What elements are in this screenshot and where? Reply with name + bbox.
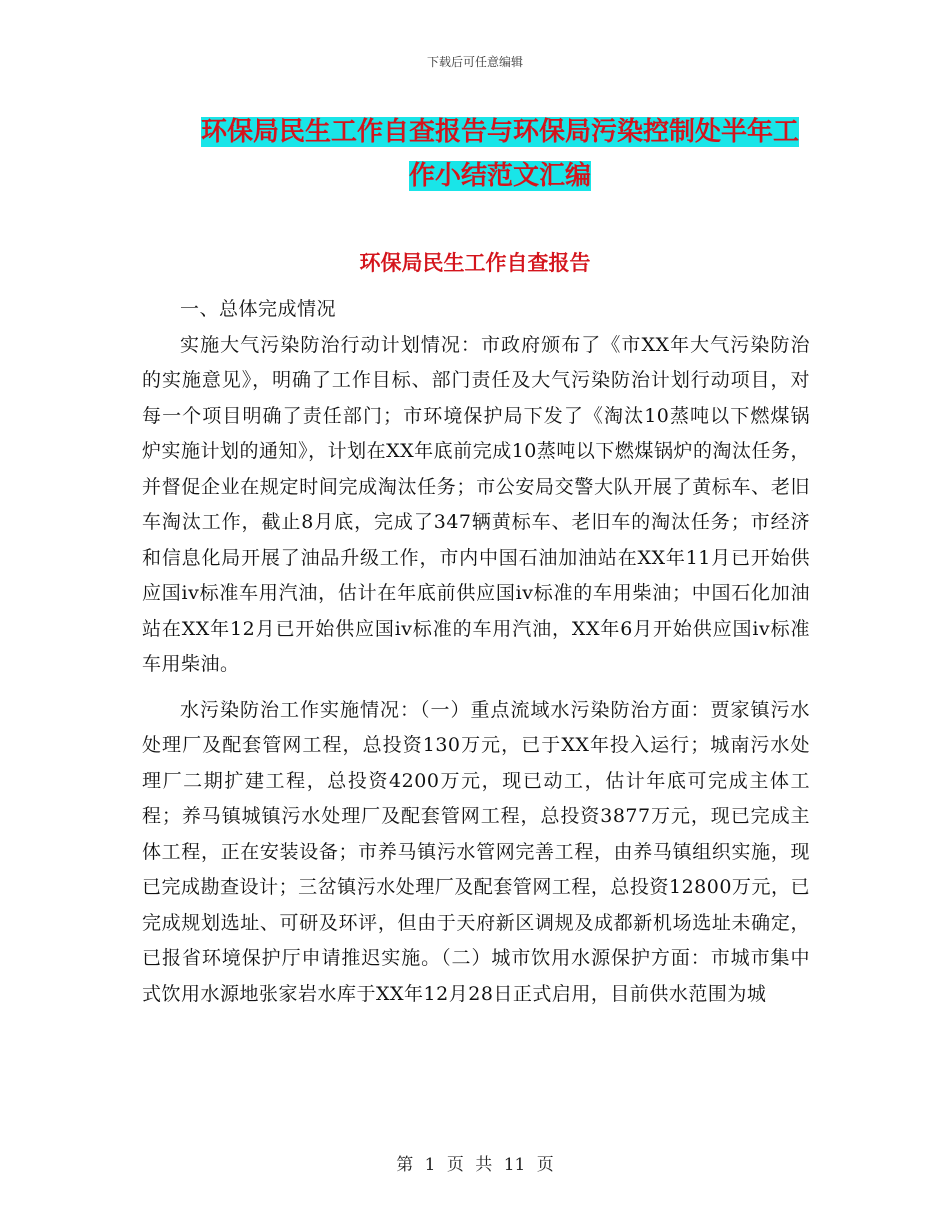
document-title [190,110,810,198]
body-paragraph-air-pollution: 实施大气污染防治行动计划情况：市政府颁布了《市XX年大气污染防治的实施意见》，明确了工作目标、部门责任及大气污染防治计划行动项目，对每一个项目明确了责任部门；市环境保护局下发了《淘汰10蒸吨以下燃煤锅炉实施计划的通知》，计划在XX年底前完成10蒸吨以下燃煤锅炉的淘汰任务，并督促企业在规定时间完成淘汰任务；市公安局交警大队开展了黄标车、老旧车淘汰工作，截止8月底，完成了347辆黄标车、老旧车的淘汰任务；市经济和信息化局开展了油品升级工作，市内中国石油加油站在XX年11月已开始供应国iv标准车用汽油，估计在年底前供应国iv标准的车用柴油；中国石化加油站在XX年12月已开始供应国iv标准的车用汽油，XX年6月开始供应国iv标准车用柴油。 [142,333,810,675]
document-body [142,292,810,1012]
section-heading: 环保局民生工作自查报告 [359,250,591,275]
page-footer-number: 第 1 页 共 11 页 [396,1155,554,1175]
page-header-note: 下载后可任意编辑 [426,55,523,69]
body-paragraph-heading: 一、总体完成情况 [180,298,337,320]
body-paragraph-water-pollution: 水污染防治工作实施情况：（一）重点流域水污染防治方面：贾家镇污水处理厂及配套管网工程，总投资130万元，已于XX年投入运行；城南污水处理厂二期扩建工程，总投资4200万元，现已动工，估计年底可完成主体工程；养马镇城镇污水处理厂及配套管网工程，总投资3877万元，现已完成主体工程，正在安装设备；市养马镇污水管网完善工程，由养马镇组织实施，现已完成勘查设计；三岔镇污水处理厂及配套管网工程，总投资12800万元，已完成规划选址、可研及环评，但由于天府新区调规及成都新机场选址未确定，已报省环境保护厅申请推迟实施。（二）城市饮用水源保护方面：市城市集中式饮用水源地张家岩水库于XX年12月28日正式启用，目前供水范围为城 [142,698,810,1005]
document-title-text: 环保局民生工作自查报告与环保局污染控制处半年工作小结范文汇编 [200,117,799,191]
